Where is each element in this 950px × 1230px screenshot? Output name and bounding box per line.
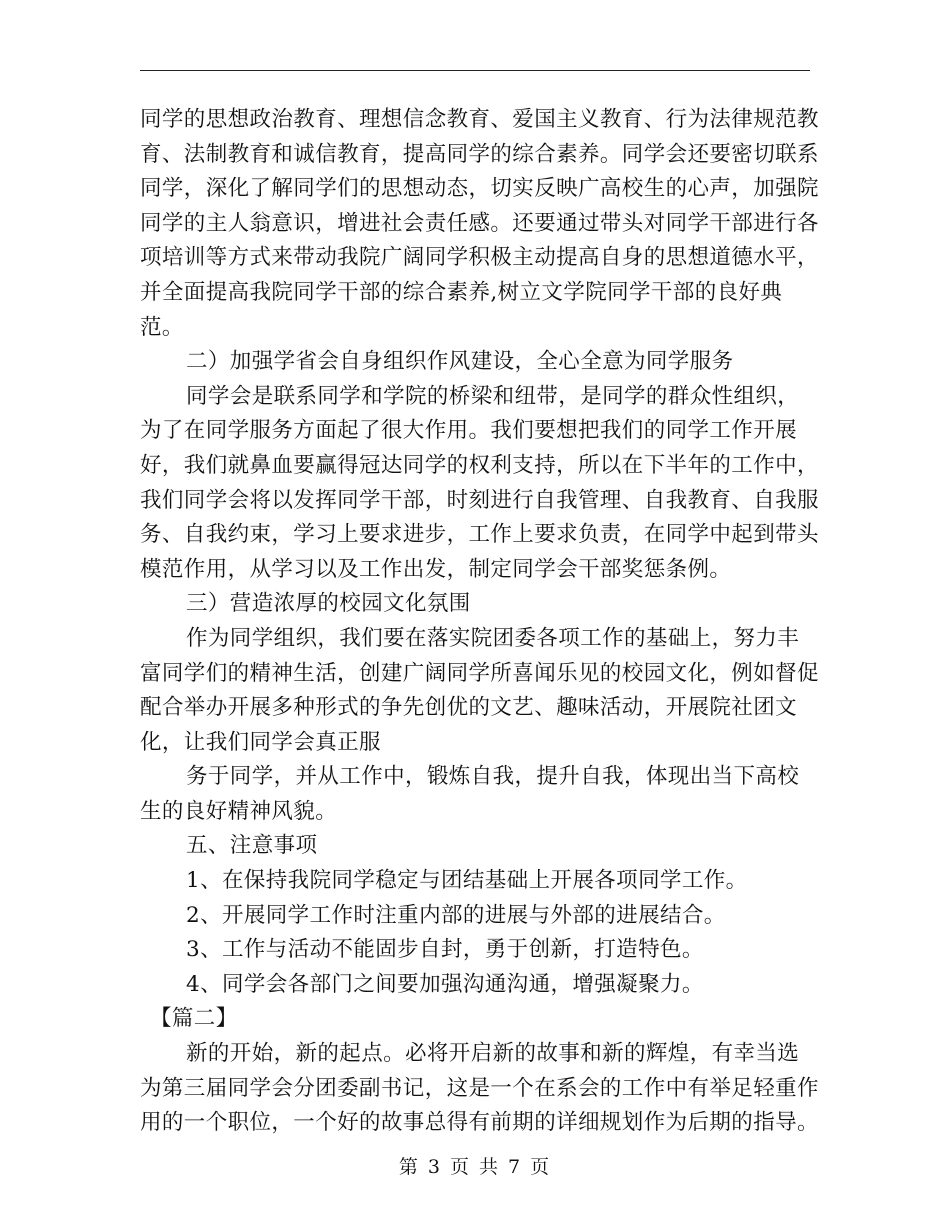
paragraph: 新的开始，新的起点。必将开启新的故事和新的辉煌，有幸当选为第三届同学会分团委副书记，这是一个在系会的工作中有举足轻重作用的一个职位，一个好的故事总得有前期的详细规划作为后期的指导。 [140,1041,819,1136]
list-item: 3、工作与活动不能固步自封，勇于创新，打造特色。 [186,937,704,963]
paragraph: 作为同学组织，我们要在落实院团委各项工作的基础上，努力丰富同学们的精神生活，创建广阔同学所喜闻乐见的校园文化，例如督促配合举办开展多种形式的争先创优的文艺、趣味活动，开展院社团文化，让我们同学会真正服 [140,625,819,755]
header-rule [140,70,810,71]
list-item: 4、同学会各部门之间要加强沟通沟通，增强凝聚力。 [186,971,704,997]
page-number: 第 3 页 共 7 页 [398,1156,552,1178]
paragraph: 同学会是联系同学和学院的桥梁和纽带，是同学的群众性组织，为了在同学服务方面起了很大作用。我们要想把我们的同学工作开展好，我们就鼻血要赢得冠达同学的权利支持，所以在下半年的工作中，我们同学会将以发挥同学干部，时刻进行自我管理、自我教育、自我服务、自我约束，学习上要求进步，工作上要求负责，在同学中起到带头模范作用，从学习以及工作出发，制定同学会干部奖惩条例。 [140,383,819,582]
section-heading-3: 三）营造浓厚的校园文化氛围 [186,591,471,617]
list-item: 1、在保持我院同学稳定与团结基础上开展各项同学工作。 [186,868,748,894]
paragraph-continued: 同学的思想政治教育、理想信念教育、爱国主义教育、行为法律规范教育、法制教育和诚信教育，提高同学的综合素养。同学会还要密切联系同学，深化了解同学们的思想动态，切实反映广高校生的心声，加强院同学的主人翁意识，增进社会责任感。还要通过带头对同学干部进行各项培训等方式来带动我院广阔同学积极主动提高自身的思想道德水平，并全面提高我院同学干部的综合素养,树立文学院同学干部的良好典范。 [140,107,819,340]
document-body [140,103,820,1141]
list-item: 2、开展同学工作时注重内部的进展与外部的进展结合。 [186,902,726,928]
paragraph: 务于同学，并从工作中，锻炼自我，提升自我，体现出当下高校生的良好精神风貌。 [140,764,800,824]
part-heading: 【篇二】 [150,1006,238,1032]
section-heading-5: 五、注意事项 [186,833,318,859]
section-heading-2: 二）加强学省会自身组织作风建设，全心全意为同学服务 [186,349,734,375]
